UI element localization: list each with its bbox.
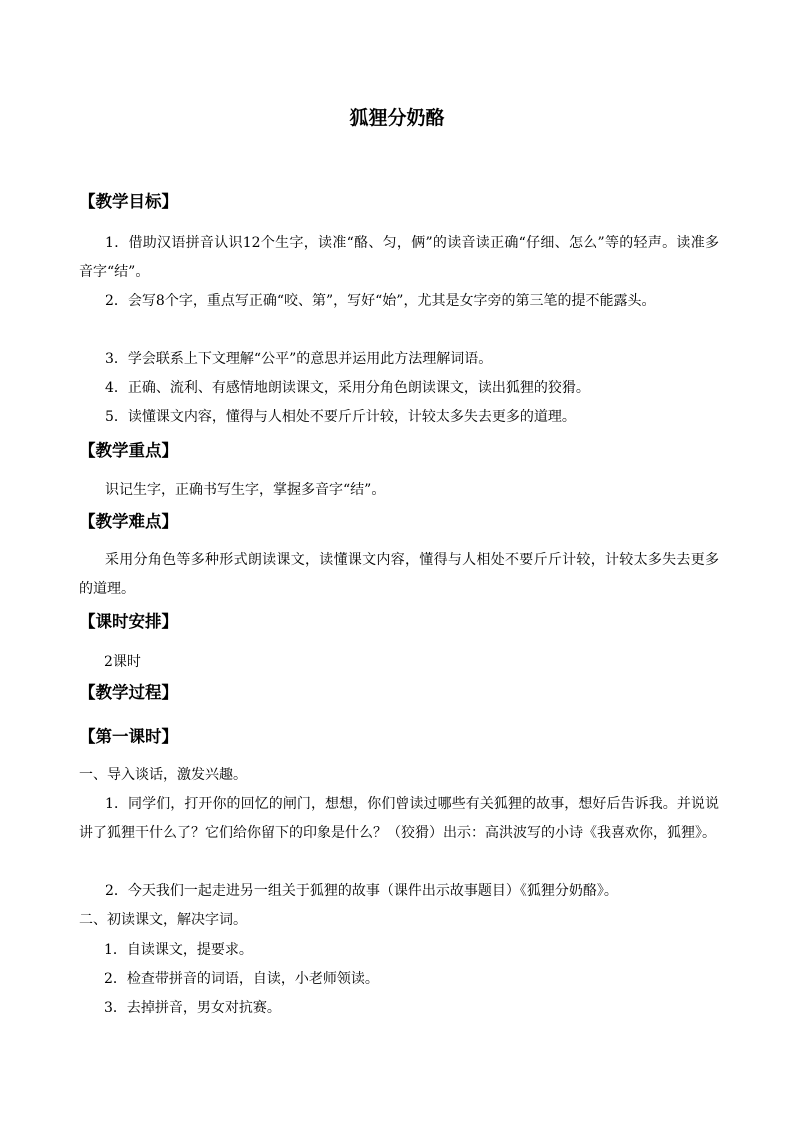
schedule-text: 2课时: [104, 654, 141, 670]
key-points-text: 识记生字，正确书写生字，掌握多音字“结”。: [105, 482, 386, 498]
part-2-item-1: 1．自读课文，提要求。: [104, 942, 253, 958]
heading-schedule: 【课时安排】: [79, 612, 178, 631]
heading-lesson-1: 【第一课时】: [79, 727, 178, 746]
heading-key-points: 【教学重点】: [79, 441, 178, 460]
part-1-item-1: 1．同学们，打开你的回忆的闸门，想想，你们曾读过哪些有关狐狸的故事，想好后告诉我。并说说讲了狐狸干什么了？它们给你留下的印象是什么？（狡猾）出示：高洪波写的小诗《我喜欢你，狐狸》。: [79, 796, 719, 841]
part-1-title: 一、导入谈话，激发兴趣。: [79, 767, 247, 783]
difficulties-text: 采用分角色等多种形式朗读课文，读懂课文内容，懂得与人相处不要斤斤计较，计较太多失去更多的道理。: [79, 552, 719, 597]
goal-item-5: 5．读懂课文内容，懂得与人相处不要斤斤计较，计较太多失去更多的道理。: [105, 409, 576, 425]
goal-item-4: 4．正确、流利、有感情地朗读课文，采用分角色朗读课文，读出狐狸的狡猾。: [105, 380, 590, 396]
part-2-title: 二、初读课文，解决字词。: [79, 912, 247, 928]
heading-teaching-goals: 【教学目标】: [79, 192, 178, 211]
goal-item-1: 1．借助汉语拼音认识12个生字，读准“酪、匀，俩”的读音读正确“仔细、怎么”等的轻声。读准多音字“结”。: [79, 235, 719, 280]
goal-item-3: 3．学会联系上下文理解“公平”的意思并运用此方法理解词语。: [105, 351, 493, 367]
heading-process: 【教学过程】: [79, 683, 178, 702]
goal-item-2: 2．会写8个字，重点写正确“咬、第”，写好“始”，尤其是女字旁的第三笔的提不能露头。: [105, 293, 656, 309]
heading-difficulties: 【教学难点】: [79, 512, 178, 531]
part-1-item-2: 2．今天我们一起走进另一组关于狐狸的故事（课件出示故事题目）《狐狸分奶酪》。: [105, 883, 618, 899]
document-title: 狐狸分奶酪: [349, 107, 445, 129]
part-2-item-2: 2．检查带拼音的词语，自读，小老师领读。: [104, 971, 379, 987]
part-2-item-3: 3．去掉拼音，男女对抗赛。: [104, 1000, 281, 1016]
